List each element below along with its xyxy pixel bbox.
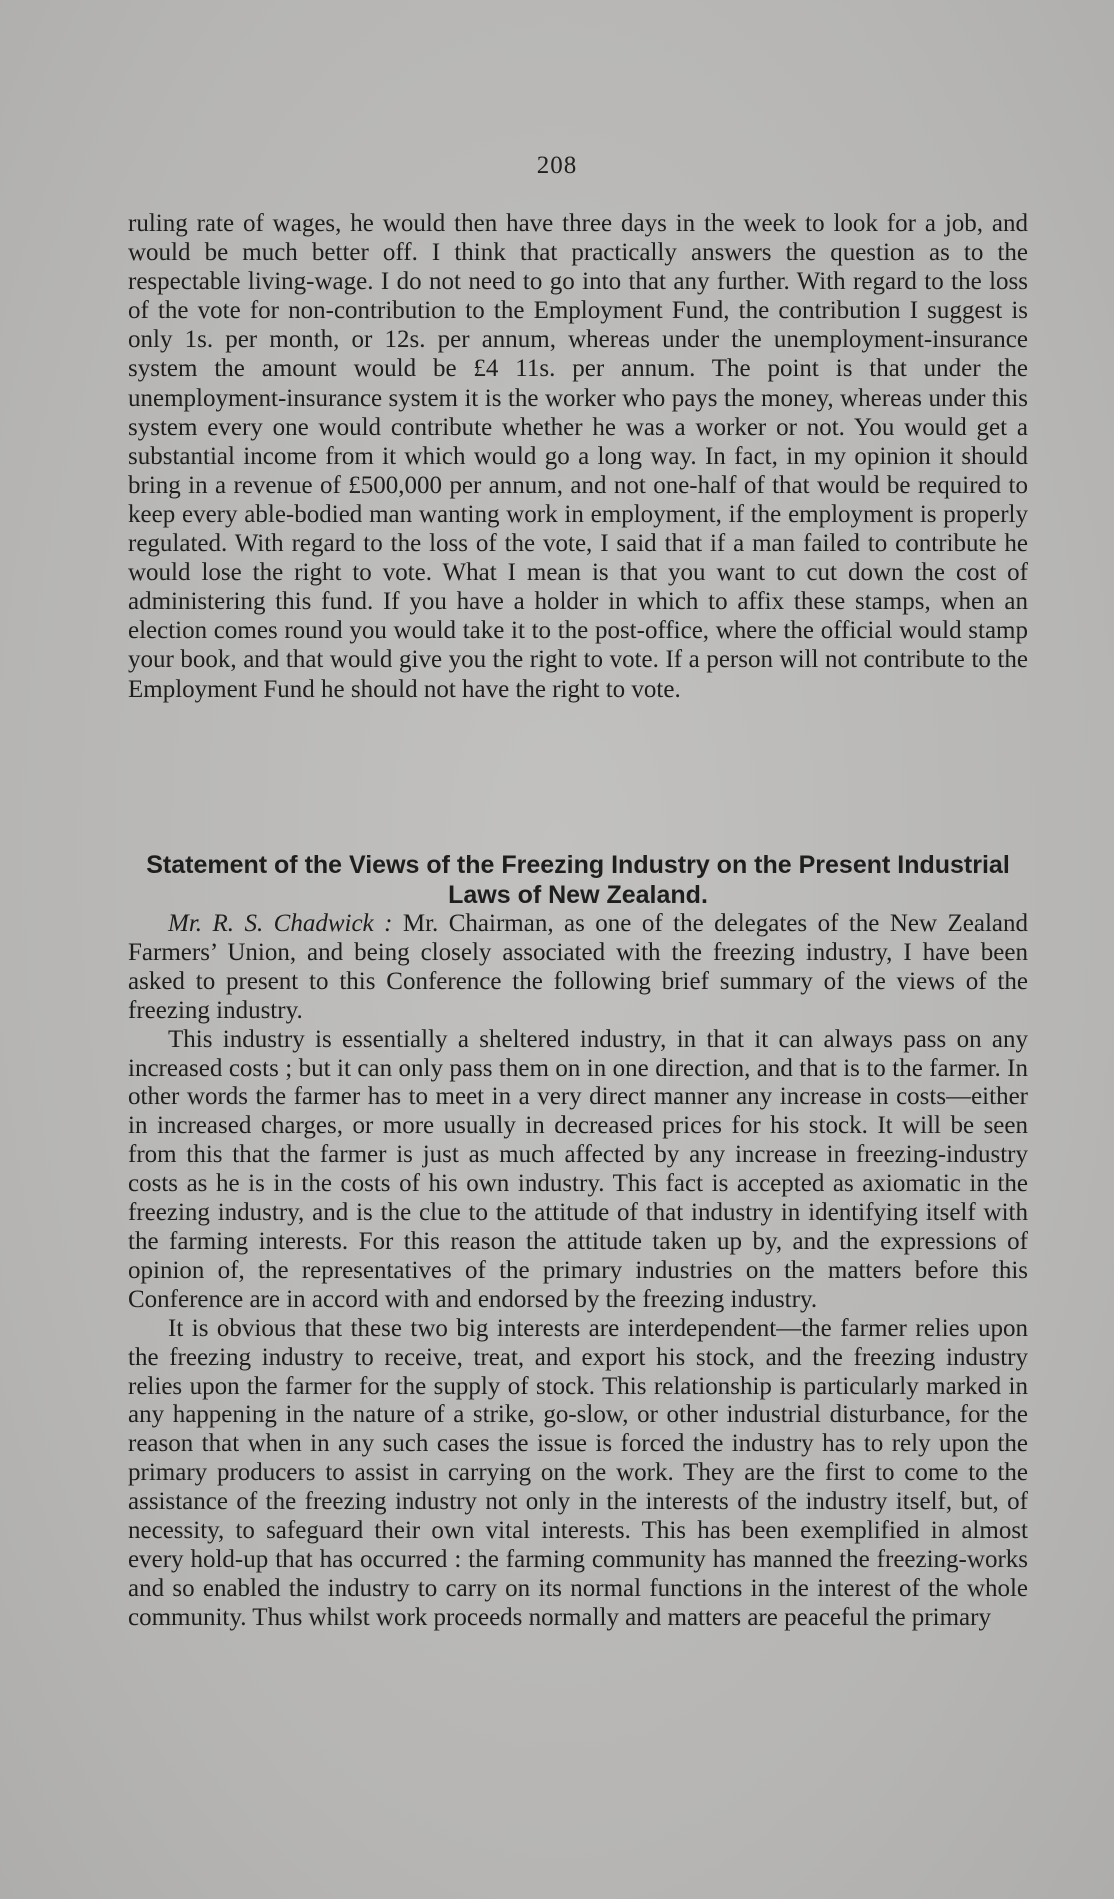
- paragraph-3: It is obvious that these two big interests are interdependent—the farmer relies upon the freezing industry to receive, treat, and export his stock, and the freezing industry relies upon the farmer for the supply of stock. This relationship is particularly marked in any happening in the nature of a strike, go-slow, or other industrial disturbance, for the reason that when in any such cases the issue is forced the industry has to rely upon the primary producers to assist in carrying on the work. They are the first to come to the assistance of the freezing industry not only in the interests of the industry itself, but, of necessity, to safeguard their own vital interests. This has been exemplified in almost every hold-up that has occurred : the farming community has manned the freezing-works and so enabled the industry to carry on its normal functions in the interest of the whole community. Thus whilst work proceeds normally and matters are peaceful the primary: [128, 1314, 1028, 1631]
- page-number: 208: [536, 152, 578, 179]
- speaker-name: Mr. R. S. Chadwick :: [168, 910, 393, 937]
- paragraph-2: This industry is essentially a sheltered industry, in that it can always pass on any increased costs ; but it can only pass them on in one direction, and that is to the farmer. In other words the farmer has to meet in a very direct manner any increase in costs—either in increased charges, or more usually in decreased prices for his stock. It will be seen from this that the farmer is just as much affected by any increase in freezing-industry costs as he is in the costs of his own industry. This fact is accepted as axiomatic in the freezing industry, and is the clue to the attitude of that industry in identifying itself with the farming interests. For this reason the attitude taken up by, and the expressions of opinion of, the representatives of the primary industries on the matters before this Conference are in accord with and endorsed by the freezing industry.: [128, 1025, 1028, 1313]
- opening-text: Mr. Chairman, as one of the delegates of the New Zealand Farmers’ Union, and being closely associated with the freezing industry, I have been asked to present to this Conference the following brief summary of the views of the freezing industry.: [128, 910, 1028, 1024]
- section-body: [128, 910, 1028, 1633]
- continued-text-block: [128, 209, 1028, 704]
- continued-paragraph: ruling rate of wages, he would then have three days in the week to look for a job, and would be much better off. I think that practically answers the question as to the respectable living-wage. I do not need to go into that any further. With regard to the loss of the vote for non-contribution to the Employment Fund, the contribution I suggest is only 1s. per month, or 12s. per annum, whereas under the unemployment-insurance system the amount would be £4 11s. per annum. The point is that under the unemployment-insurance system it is the worker who pays the money, whereas under this system every one would contribute whether he was a worker or not. You would get a substantial income from it which would go a long way. In fact, in my opinion it should bring in a revenue of £500,000 per annum, and not one-half of that would be required to keep every able-bodied man wanting work in employment, if the employment is properly regulated. With regard to the loss of the vote, I said that if a man failed to contribute he would lose the right to vote. What I mean is that you want to cut down the cost of administering this fund. If you have a holder in which to affix these stamps, when an election comes round you would take it to the post-office, where the official would stamp your book, and that would give you the right to vote. If a person will not contribute to the Employment Fund he should not have the right to vote.: [128, 210, 1028, 703]
- opening-paragraph: [128, 910, 1028, 1026]
- section-heading: Statement of the Views of the Freezing Industry on the Present Industrial Laws of New Zealand.: [146, 851, 1010, 909]
